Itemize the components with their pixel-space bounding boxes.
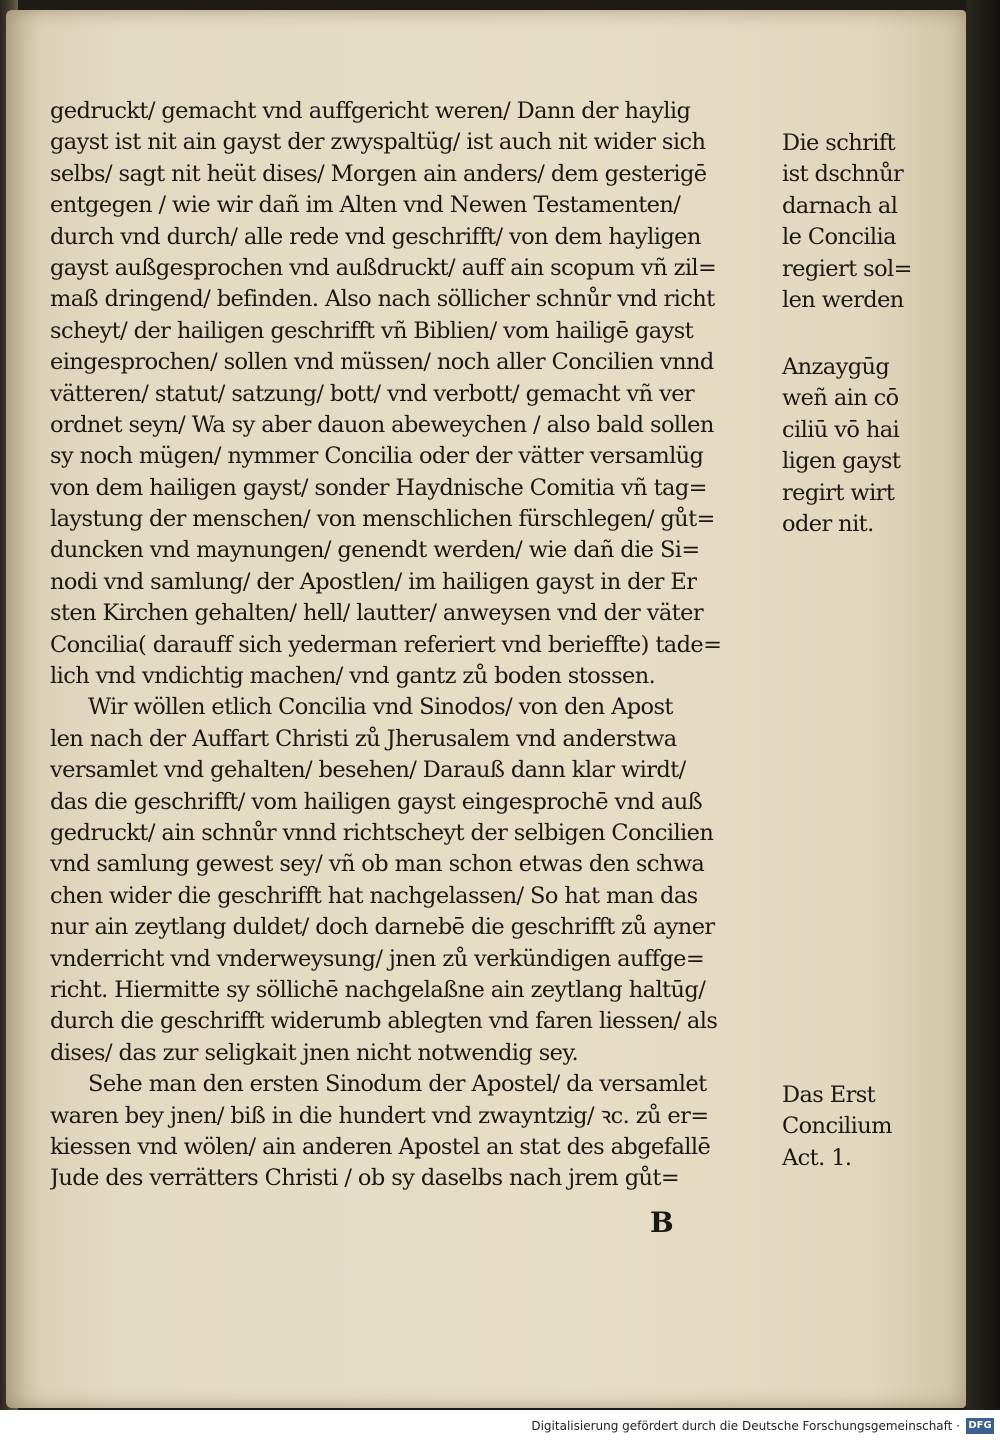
margin-note-line: regirt wirt [782,479,895,506]
text-line: das die geschrifft/ vom hailigen gayst eingesprochē vnd auß [50,788,703,815]
margin-note-line: Anzaygūg [782,354,890,380]
text-line: richt. Hiermitte sy söllichē nachgelaßne ain zeytlang haltūg/ [50,976,706,1003]
text-line: lich vnd vndichtig machen/ vnd gantz zů boden stossen. [50,663,656,690]
text-line: entgegen / wie wir dañ im Alten vnd Newen Testamenten/ [50,192,681,219]
text-line: durch die geschrifft widerumb ablegten vnd faren liessen/ als [50,1008,718,1035]
margin-note-line: ligen gayst [782,448,901,475]
text-line: duncken vnd maynungen/ genendt werden/ wie dañ die Si= [50,537,700,564]
text-line: Jude des verrätters Christi / ob sy daselbs nach jrem gůt= [50,1165,680,1192]
main-text-block [50,96,770,1195]
text-line: eingesprochen/ sollen vnd müssen/ noch aller Concilien vnnd [50,349,714,376]
scan-background-edge [966,0,1000,1410]
margin-note-line: Das Erst [782,1082,876,1108]
text-line: gedruckt/ ain schnůr vnnd richtscheyt der selbigen Concilien [50,819,714,846]
margin-note-line: ist dschnůr [782,161,904,188]
text-line: Sehe man den ersten Sinodum der Apostel/ da versamlet [88,1071,707,1098]
text-line: waren bey jnen/ biß in die hundert vnd zwayntzig/ ꝛc. zů er= [50,1102,709,1129]
margin-note-line: regiert sol= [782,255,912,282]
margin-note-line: len werden [782,286,904,313]
text-line: versamlet vnd gehalten/ besehen/ Darauß dann klar wirdt/ [50,757,686,784]
text-line: sy noch mügen/ nymmer Concilia oder der vätter versamlüg [50,443,704,470]
text-line: vnd samlung gewest sey/ vñ ob man schon etwas den schwa [50,851,705,878]
text-line: gedruckt/ gemacht vnd auffgericht weren/ Dann der haylig [50,98,691,124]
text-line: laystung der menschen/ von menschlichen fürschlegen/ gůt= [50,506,715,533]
text-line: selbs/ sagt nit heüt dises/ Morgen ain anders/ dem gesterigē [50,160,707,187]
margin-note-line: darnach al [782,192,898,219]
text-line: von dem hailigen gayst/ sonder Haydnische Comitia vñ tag= [50,474,707,501]
dfg-logo: DFG [966,1418,994,1434]
margin-note-schrift [782,128,942,316]
text-line: sten Kirchen gehalten/ hell/ lautter/ anweysen vnd der väter [50,600,703,627]
signature-mark: B [650,1206,674,1239]
text-line: Wir wöllen etlich Concilia vnd Sinodos/ von den Apost [88,694,673,721]
footer-bar [0,1410,1000,1442]
funding-notice: Digitalisierung gefördert durch die Deutsche Forschungsgemeinschaft · [531,1419,960,1433]
margin-note-line: oder nit. [782,510,874,537]
margin-note-anzaygung [782,352,942,540]
text-line: nodi vnd samlung/ der Apostlen/ im hailigen gayst in der Er [50,568,697,595]
text-line: nur ain zeytlang duldet/ doch darnebē die geschrifft zů ayner [50,914,715,941]
margin-note-line: weñ ain cō [782,385,899,412]
text-line: kiessen vnd wölen/ ain anderen Apostel an stat des abgefallē [50,1133,711,1160]
text-line: Concilia( darauff sich yederman referiert vnd berieffte) tade= [50,631,722,658]
text-line: gayst außgesprochen vnd außdruckt/ auff ain scopum vñ zil= [50,254,717,281]
text-line: scheyt/ der hailigen geschrifft vñ Biblien/ vom hailigē gayst [50,317,694,344]
text-line: ordnet seyn/ Wa sy aber dauon abeweychen / also bald sollen [50,411,714,438]
margin-note-line: Act. 1. [782,1144,852,1171]
text-line: chen wider die geschrifft hat nachgelassen/ So hat man das [50,882,698,909]
margin-note-line: Die schrift [782,130,896,156]
text-line: durch vnd durch/ alle rede vnd geschrifft/ von dem hayligen [50,223,701,250]
margin-note-concilium [782,1080,942,1174]
text-line: dises/ das zur seligkait jnen nicht notwendig sey. [50,1039,579,1066]
text-line: len nach der Auffart Christi zů Jherusalem vnd anderstwa [50,725,677,752]
text-line: vnderricht vnd vnderweysung/ jnen zů verkündigen auffge= [50,945,705,972]
text-line: gayst ist nit ain gayst der zwyspaltüg/ ist auch nit wider sich [50,129,706,156]
text-line: vätteren/ statut/ satzung/ bott/ vnd verbott/ gemacht vñ ver [50,380,695,407]
margin-note-line: le Concilia [782,224,896,251]
margin-note-line: Concilium [782,1113,892,1140]
margin-note-line: ciliū vō hai [782,416,900,443]
text-line: maß dringend/ befinden. Also nach söllicher schnůr vnd richt [50,286,715,313]
